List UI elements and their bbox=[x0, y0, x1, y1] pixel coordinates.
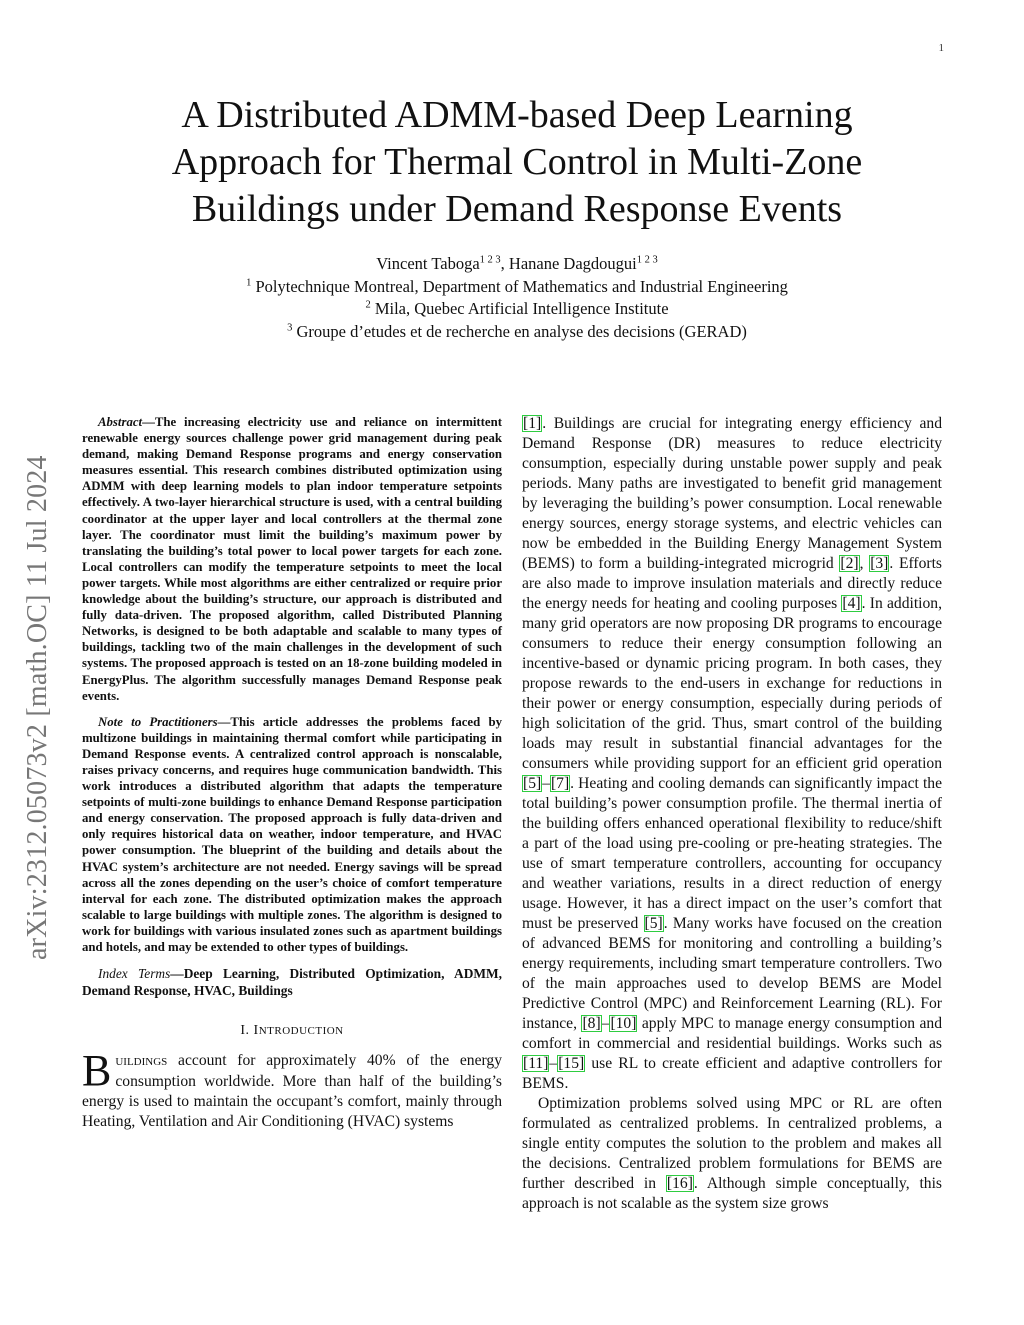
note-text: —This article addresses the problems faced by multizone buildings in maintaining thermal comfort while participating in Demand Response events. A centralized control approach is nonscalable, raises privacy concerns, and requires huge communication bandwidth. This work introduces a distributed algorithm that adapts the temperature setpoints of multi-zone buildings to enhance Demand Response participation and energy conservation. The proposed approach is fully data-driven and only requires historical data on weather, indoor temperature, and HVAC power consumption. The blueprint of the building and details about the HVAC system’s architecture are not needed. Energy savings will be spread across all the zones depending on the user’s choice of comfort temperature interval for each zone. The distributed optimization makes the approach scalable to large buildings with multiple zones. The algorithm is designed to work for buildings with various insulated zones such as apartment buildings and hotels, and may be extended to other types of buildings. bbox=[82, 714, 502, 954]
citation-link[interactable]: [16] bbox=[666, 1175, 693, 1192]
citation-link[interactable]: [2] bbox=[840, 555, 859, 572]
author2-affil-marks: 1 2 3 bbox=[636, 254, 658, 266]
page-number: 1 bbox=[938, 42, 944, 54]
abstract-label: Abstract bbox=[98, 415, 143, 429]
citation-link[interactable]: [5] bbox=[523, 775, 542, 792]
citation-link[interactable]: [7] bbox=[550, 775, 570, 792]
dropcap-letter: B bbox=[82, 1046, 112, 1096]
intro-paragraph-2: Optimization problems solved using MPC or RL are often formulated as centralized problems. In centralized problems, a single entity computes the solution to the problem and makes all the decisions. Centralized problem formulations for BEMS are further described in [16]. Although simple conceptually, this approach is not scalable as the system size grows bbox=[522, 1095, 942, 1212]
citation-link[interactable]: [5] bbox=[644, 915, 663, 932]
affiliation-1: $^1$ Polytechnique Montreal, Department of Mathematics and Industrial Engineering bbox=[246, 276, 788, 296]
note-to-practitioners bbox=[82, 714, 502, 955]
index-terms-label: Index Terms bbox=[98, 966, 171, 982]
title-block bbox=[110, 92, 924, 343]
paper-title bbox=[110, 92, 924, 233]
citation-link[interactable]: [15] bbox=[558, 1055, 585, 1072]
affiliation-3: $^3$ Groupe d’etudes et de recherche en analyse des decisions (GERAD) bbox=[287, 321, 747, 341]
author-separator: , bbox=[500, 254, 509, 273]
note-label: Note to Practitioners bbox=[98, 714, 218, 729]
citation-link[interactable]: [3] bbox=[870, 555, 889, 572]
title-line-1: A Distributed ADMM-based Deep Learning bbox=[181, 94, 853, 136]
intro-paragraph-continued: [1]. Buildings are crucial for integrating energy efficiency and Demand Response (DR) measures to reduce electricity consumption, especially during unstable power supply and peak periods. Many paths are investigated to benefit grid management by leveraging the building’s power consumption. Local renewable energy sources, energy storage systems, and electric vehicles can now be embedded in the Building Energy Management System (BEMS) to form a building-integrated microgrid [2], [3]. Efforts are also made to improve insulation materials and directly reduce the energy needs for heating and cooling purposes [4]. In addition, many grid operators are now proposing DR programs to encourage consumers to reduce their energy consumption following an incentive-based or dynamic pricing program. In both cases, they propose rewards to the end-users in exchange for reductions in their power or energy consumption, especially during periods of high solicitation of the grid. Thus, smart control of the building loads may result in substantial financial advantages for the consumers while providing support for an efficient grid operation [5]–[7]. Heating and cooling demands can significantly impact the total building’s power consumption profile. The thermal inertia of the building offers enhanced operational flexibility to reduce/shift a part of the load using pre-cooling or pre-heating strategies. The use of smart temperature controllers, accounting for occupancy and weather variations, results in a direct reduction of energy usage. However, it has a direct impact on the user’s comfort that must be preserved [5]. Many works have focused on the creation of advanced BEMS for monitoring and controlling a building’s energy requirements, including smart temperature controllers. Two of the main approaches used to develop BEMS are Model Predictive Control (MPC) and Reinforcement Learning (RL). For instance, [8]–[10] apply MPC to manage energy consumption and comfort in commercial and residential buildings. Works such as [11]–[15] use RL to create efficient and adaptive controllers for BEMS. bbox=[522, 415, 943, 1092]
arxiv-stamp: arXiv:2312.05073v2 [math.OC] 11 Jul 2024 bbox=[22, 455, 53, 960]
author1-affil-marks: 1 2 3 bbox=[479, 254, 501, 266]
right-column bbox=[522, 414, 942, 1214]
intro-smallcaps: UILDINGS bbox=[115, 1056, 168, 1069]
title-line-2: Approach for Thermal Control in Multi-Zone bbox=[171, 141, 863, 183]
citation-link[interactable]: [8] bbox=[582, 1015, 601, 1032]
citation-link[interactable]: [11] bbox=[523, 1055, 549, 1072]
index-terms-text: —Deep Learning, Distributed Optimization, ADMM, Demand Response, HVAC, Buildings bbox=[82, 966, 502, 999]
affiliation-2: $^2$ Mila, Quebec Artificial Intelligence Institute bbox=[365, 299, 669, 318]
left-column bbox=[82, 414, 502, 1132]
citation-link[interactable]: [10] bbox=[610, 1015, 637, 1032]
author-name-2: Hanane Dagdougui bbox=[508, 254, 637, 273]
citation-link[interactable]: [1] bbox=[523, 415, 542, 432]
citation-link[interactable]: [4] bbox=[842, 595, 861, 612]
index-terms bbox=[82, 965, 502, 999]
abstract bbox=[82, 414, 502, 704]
author-name-1: Vincent Taboga bbox=[376, 254, 480, 273]
author-block bbox=[110, 253, 924, 343]
abstract-text: —The increasing electricity use and reliance on intermittent renewable energy sources challenge power grid management during peak demand, making Demand Response programs and energy conservation measures essential. This research combines distributed optimization using ADMM with deep learning models to plan indoor temperature setpoints effectively. A two-layer hierarchical structure is used, with a central building coordinator at the upper layer and local controllers at the thermal zone layer. The coordinator must limit the building’s maximum power by translating the building’s total power to local power targets for each zone. Local controllers can modify the temperature setpoints to meet the local power targets. While most algorithms are either centralized or require prior knowledge about the building’s structure, our approach is distributed and fully data-driven. The proposed algorithm, called Distributed Planning Networks, is designed to be both adaptable and scalable to many types of buildings, tackling two of the main challenges in the development of such systems. The proposed approach is tested on an 18-zone building modeled in EnergyPlus. The algorithm successfully manages Demand Response peak events. bbox=[82, 415, 502, 703]
title-line-3: Buildings under Demand Response Events bbox=[191, 188, 843, 230]
author-line bbox=[110, 253, 924, 276]
section-heading-introduction: I. INTRODUCTION bbox=[240, 1023, 344, 1039]
intro-paragraph-start: BUILDINGS account for approximately 40% of the energy consumption worldwide. More than half of the building’s energy is used to maintain the occupant’s comfort, mainly through Heating, Ventilation and Air Conditioning (HVAC) systems bbox=[82, 1046, 502, 1131]
